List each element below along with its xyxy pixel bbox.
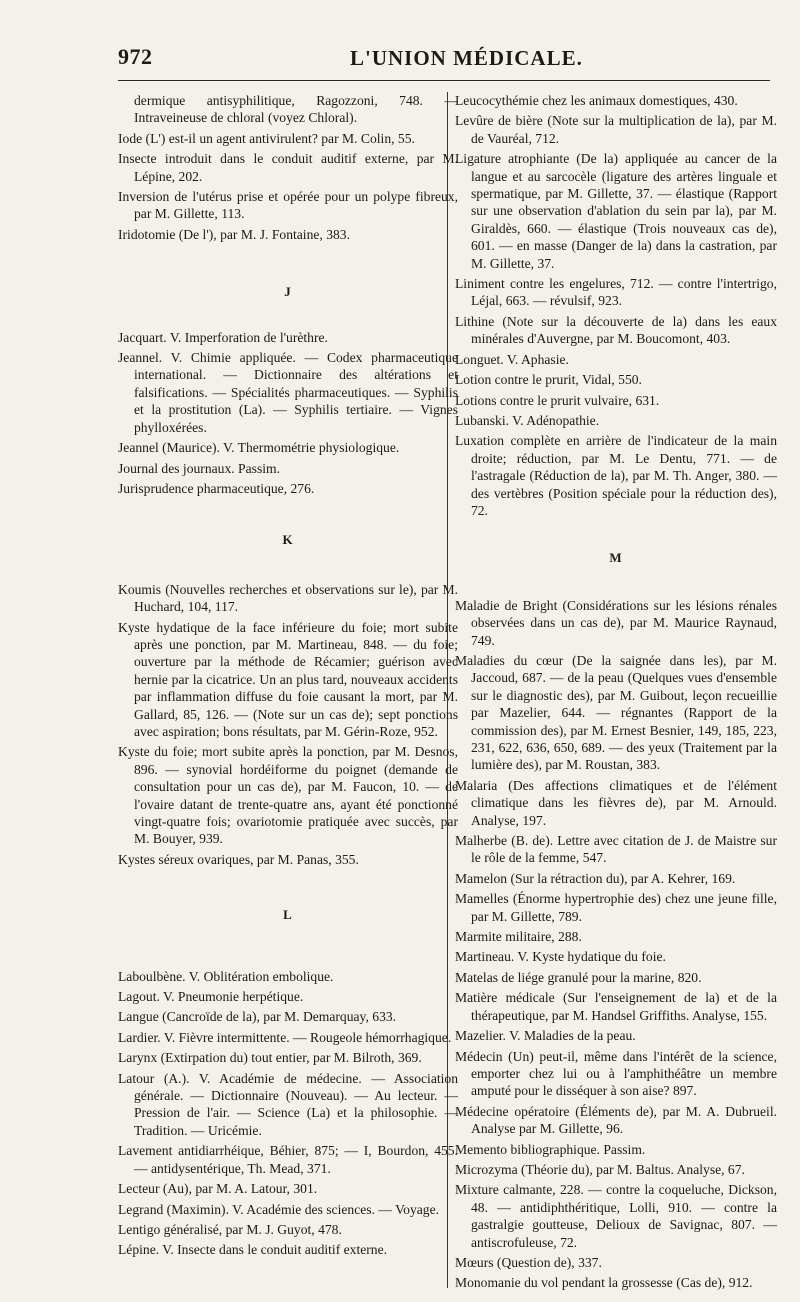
section-letter-k: K [282, 532, 294, 548]
index-entry: Maladie de Bright (Considérations sur les lésions rénales observées dans un cas de), par M. Maurice Raynaud, 749. [455, 597, 777, 648]
header-rule [118, 80, 770, 81]
index-entry: Luxation complète en arrière de l'indicateur de la main droite; réduction, par M. Le Dentu, 771. — de l'astragale (Réduction de la), par M. Th. Anger, 380. — des vertèbres (Position spéciale pour la réduction des), 72. [455, 433, 777, 518]
index-entry: Lavement antidiarrhéique, Béhier, 875; — I, Bourdon, 455. — antidysentérique, Th. Mead, 371. [118, 1143, 458, 1176]
index-entry: Latour (A.). V. Académie de médecine. — Association générale. — Dictionnaire (Nouveau). — Au lecteur. — Pression de l'air. — Science (La) et la philosophie. — Tradition. — Uricémie. [118, 1070, 458, 1138]
index-entry: Mamelon (Sur la rétraction du), par A. Kehrer, 169. [455, 870, 736, 886]
index-entry: Maladies du cœur (De la saignée dans les), par M. Jaccoud, 687. — de la peau (Quelques vues d'ensemble sur le diagnostic des), par M. Guibout, leçon recueillie par Mazelier, 644. — régnantes (Rapport de la commission des), par M. Ernest Besnier, 149, 185, 223, 231, 622, 636, 650, 689. — des yeux (Traitement par la lumière des), par M. Roustan, 383. [455, 652, 777, 773]
index-entry: Iridotomie (De l'), par M. J. Fontaine, 383. [118, 226, 350, 242]
index-entry: Langue (Cancroïde de la), par M. Demarquay, 633. [118, 1009, 397, 1025]
right-column [455, 92, 777, 1295]
index-entry: Mixture calmante, 228. — contre la coqueluche, Dickson, 48. — antidiphthéritique, Lolli, 910. — contre la gastralgie goutteuse, Delioux de Savignac, 807. — antiscrofuleuse, 72. [455, 1182, 777, 1250]
index-entry: Memento bibliographique. Passim. [455, 1141, 646, 1157]
section-letter-m: M [609, 550, 623, 566]
index-entry: Mamelles (Énorme hypertrophie des) chez une jeune fille, par M. Gillette, 789. [455, 891, 777, 924]
index-entry: Jacquart. V. Imperforation de l'urèthre. [118, 329, 328, 345]
index-entry: Lépine. V. Insecte dans le conduit auditif externe. [118, 1242, 388, 1258]
index-entry: Lotions contre le prurit vulvaire, 631. [455, 392, 660, 408]
index-entry: Matière médicale (Sur l'enseignement de la) et de la thérapeutique, par M. Handsel Griffiths. Analyse, 155. [455, 990, 777, 1023]
index-entry: Malherbe (B. de). Lettre avec citation de J. de Maistre sur le rôle de la femme, 547. [455, 833, 777, 866]
index-entry: Longuet. V. Aphasie. [455, 351, 569, 367]
index-entry: Lotion contre le prurit, Vidal, 550. [455, 372, 642, 388]
index-entry: Lithine (Note sur la découverte de la) dans les eaux minérales d'Auvergne, par M. Boucomont, 403. [455, 313, 777, 347]
index-entry: Levûre de bière (Note sur la multiplication de la), par M. de Vauréal, 712. [455, 113, 777, 146]
index-entry: Insecte introduit dans le conduit auditif externe, par M. Lépine, 202. [118, 151, 458, 184]
index-entry: Matelas de liége granulé pour la marine, 820. [455, 969, 702, 985]
index-entry: Monomanie du vol pendant la grossesse (Cas de), 912. [455, 1275, 753, 1291]
index-entry: Ligature atrophiante (De la) appliquée au cancer de la langue et au sarcocèle (ligature des artères linguale et spermatique, par M. Gillette, 37. — élastique (Rapport sur une observation d'ablation du sein par la), par M. Giraldès, 660. — élastique (Trois nouveaux cas de), 601. — en masse (Danger de la) dans la castration, par M. Gillette, 37. [455, 151, 777, 271]
index-entry: Marmite militaire, 288. [455, 929, 582, 945]
index-entry: Legrand (Maximin). V. Académie des sciences. — Voyage. [118, 1201, 440, 1217]
index-entry: Mœurs (Question de), 337. [455, 1254, 602, 1270]
index-entry: Leucocythémie chez les animaux domestiques, 430. [455, 93, 738, 108]
index-entry: Inversion de l'utérus prise et opérée pour un polype fibreux, par M. Gillette, 113. [118, 189, 458, 222]
index-entry: Médecin (Un) peut-il, même dans l'intérêt de la science, emporter chez lui ou à l'amphithéâtre un membre amputé pour le disséquer à son aise? 897. [455, 1048, 777, 1099]
section-letter-j: J [284, 284, 292, 300]
index-entry: Koumis (Nouvelles recherches et observations sur le), par M. Huchard, 104, 117. [118, 581, 458, 615]
index-entry: Médecine opératoire (Éléments de), par M. A. Dubrueil. Analyse par M. Gillette, 96. [455, 1103, 777, 1137]
index-entry: Jeannel (Maurice). V. Thermométrie physiologique. [118, 440, 400, 456]
index-entry: Lecteur (Au), par M. A. Latour, 301. [118, 1181, 318, 1197]
index-entry: Mazelier. V. Maladies de la peau. [455, 1028, 636, 1044]
index-entry: Lagout. V. Pneumonie herpétique. [118, 989, 304, 1005]
index-entry: Lubanski. V. Adénopathie. [455, 412, 600, 428]
running-head [118, 44, 770, 78]
left-column [118, 92, 458, 1262]
index-entry: Microzyma (Théorie du), par M. Baltus. Analyse, 67. [455, 1161, 745, 1177]
index-entry: Jurisprudence pharmaceutique, 276. [118, 480, 315, 496]
index-entry: Martineau. V. Kyste hydatique du foie. [455, 949, 666, 965]
index-entry: Larynx (Extirpation du) tout entier, par M. Bilroth, 369. [118, 1050, 422, 1066]
index-entry: Lentigo généralisé, par M. J. Guyot, 478. [118, 1221, 342, 1237]
index-entry: Kystes séreux ovariques, par M. Panas, 355. [118, 851, 359, 867]
page-number: 972 [118, 44, 153, 69]
index-entry: Iode (L') est-il un agent antivirulent? par M. Colin, 55. [118, 130, 415, 146]
index-entry: Lardier. V. Fièvre intermittente. — Rougeole hémorrhagique. [118, 1029, 452, 1045]
index-entry: Liniment contre les engelures, 712. — contre l'intertrigo, Léjal, 663. — révulsif, 923. [455, 276, 777, 309]
index-entry: Journal des journaux. Passim. [118, 460, 280, 476]
index-entry: Malaria (Des affections climatiques et de l'élément climatique dans les fièvres de), par M. Arnould. Analyse, 197. [455, 777, 777, 828]
index-entry: Jeannel. V. Chimie appliquée. — Codex pharmaceutique international. — Dictionnaire des altérations et falsifications. — Spécialités pharmaceutiques. — Syphilis et la prostitution (La). — Syphilis tertiaire. — Vignes phylloxérées. [118, 350, 458, 435]
index-entry: dermique antisyphilitique, Ragozzoni, 748. — Intraveineuse de chloral (voyez Chloral). [134, 93, 458, 126]
journal-title: L'UNION MÉDICALE. [350, 46, 583, 70]
index-entry: Laboulbène. V. Oblitération embolique. [118, 968, 334, 984]
index-entry: Kyste hydatique de la face inférieure du foie; mort subite après une ponction, par M. Martineau, 848. — du foie; ouverture par la méthode de Récamier; guérison avec hernie par la cicatrice. Un an plus tard, nouveaux accidents par inflammation diffuse du foie causant la mort, par M. Gallard, 85, 126. — (Note sur un cas de); sept ponctions avec aspiration; bons résultats, par M. Gérin-Roze, 952. [118, 619, 458, 739]
section-letter-l: L [283, 907, 293, 923]
index-entry: Kyste du foie; mort subite après la ponction, par M. Desnos, 896. — synovial hordéiforme du poignet (demande de consultation pour un cas de), par M. Faucon, 10. — de l'ovaire datant de trente-quatre ans, ayant été ponctionné vingt-quatre fois; ovariotomie pratiquée avec succès, par M. Bouyer, 939. [118, 744, 458, 847]
